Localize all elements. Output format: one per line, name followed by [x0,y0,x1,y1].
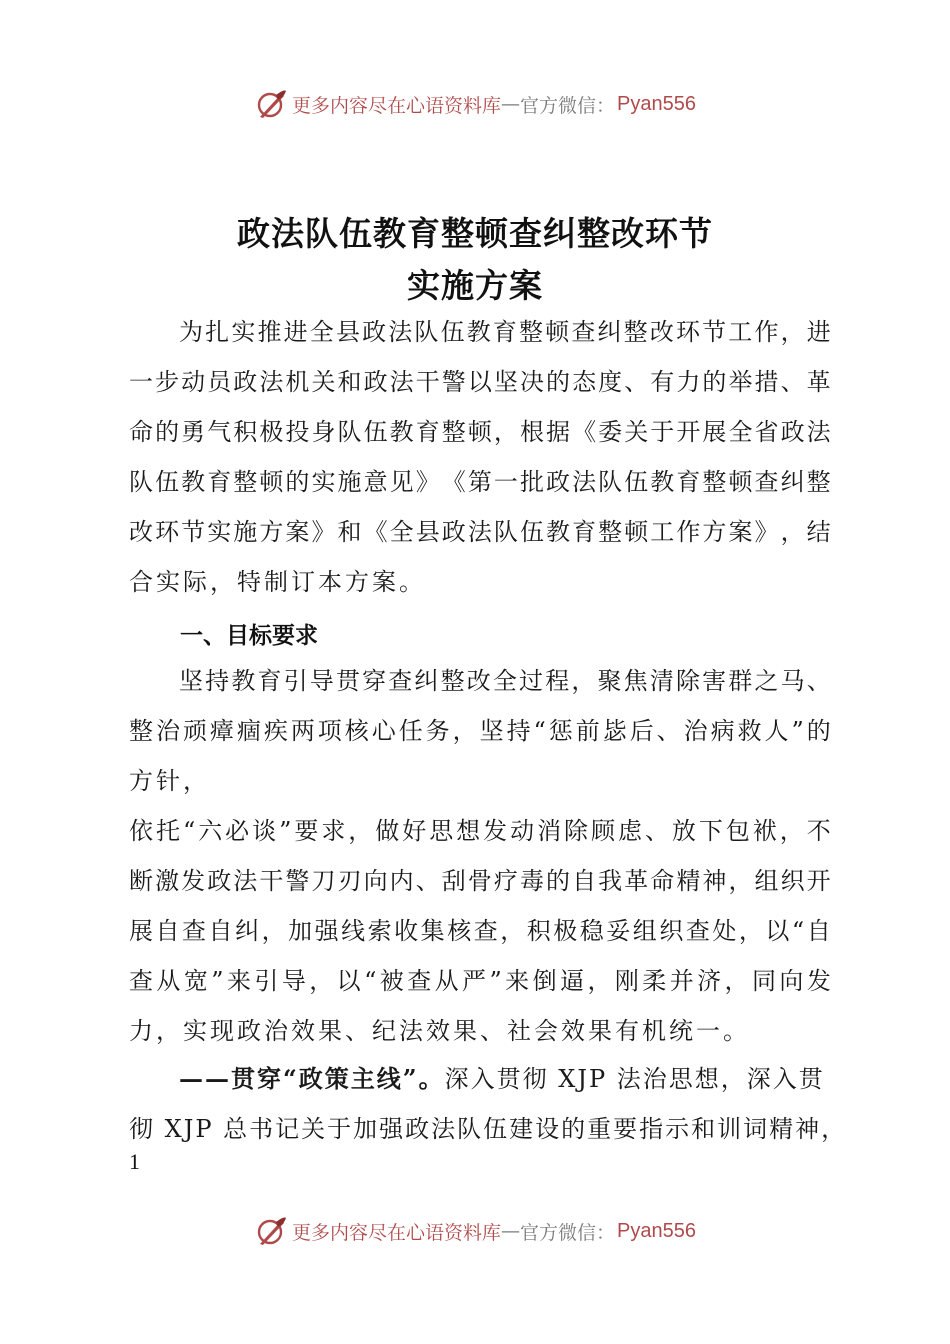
banner-wechat-label: 官方微信： [520,1221,616,1244]
section-heading: 一、目标要求 [180,623,318,649]
policy-bold-lead: ——贯穿“政策主线”。 [179,1064,445,1093]
paragraph-line: 坚 持 教 育 引 导 贯 穿 查 纠 整 改 全 过 程 ， 聚 焦 清 除 害 群 之 马 、 [179,667,831,695]
quill-logo-icon [254,87,288,121]
paragraph-line: 力，实现政治效果、纪法效果、社会效果有机统一。 [129,1017,750,1045]
page-number: 1 [129,1149,140,1174]
paragraph-line: 断 激 发 政 法 干 警 刀 刃 向 内 、 刮 骨 疗 毒 的 自 我 革 命 精 神 ， 组 织 开 [129,867,831,895]
policy-text: 深入贯彻 XJP 法治思想，深入贯 [444,1065,825,1093]
paragraph-line: 查 从 宽 ” 来 引 导 ， 以 “ 被 查 从 严 ” 来 倒 逼 ， 刚 柔 并 济 ， 同 向 发 [129,967,831,995]
banner-wechat-label: 官方微信： [520,94,616,117]
banner-wechat-id: Pyan556 [617,92,696,115]
banner-wechat-id: Pyan556 [617,1219,696,1242]
document-title-line1: 政法队伍教育整顿查纠整改环节 [237,214,713,253]
paragraph-line: 合实际，特制订本方案。 [129,568,426,596]
document-title-line2: 实施方案 [407,266,543,305]
paragraph-line: 为 扎 实 推 进 全 县 政 法 队 伍 教 育 整 顿 查 纠 整 改 环 节 工 作 ， 进 [179,318,831,346]
paragraph-line: 整 治 顽 瘴 痼 疾 两 项 核 心 任 务 ， 坚 持 “ 惩 前 毖 后 、 治 病 救 人 ” 的 [129,717,831,745]
paragraph-line: 改 环 节 实 施 方 案 》 和 《 全 县 政 法 队 伍 教 育 整 顿 工 作 方 案 》 ， 结 [129,518,831,546]
paragraph-line: 展 自 查 自 纠 ， 加 强 线 索 收 集 核 查 ， 积 极 稳 妥 组 织 查 处 ， 以 “ 自 [129,917,831,945]
header-banner [0,84,950,124]
footer-banner [0,1211,950,1251]
banner-brand-text: 更多内容尽在心语资料库 [292,94,502,117]
banner-brand-text: 更多内容尽在心语资料库 [292,1221,502,1244]
policy-line [179,1059,831,1099]
paragraph-line: 一 步 动 员 政 法 机 关 和 政 法 干 警 以 坚 决 的 态 度 、 有 力 的 举 措 、 革 [129,368,831,396]
paragraph-line: 命 的 勇 气 积 极 投 身 队 伍 教 育 整 顿 ， 根 据 《 委 关 于 开 展 全 省 政 法 [129,418,831,446]
quill-logo-icon [254,1214,288,1248]
paragraph-line: 方针， [129,767,210,795]
paragraph-line: 彻 XJP 总书记关于加强政法队伍建设的重要指示和训词精神， [129,1115,848,1143]
banner-dash: — [501,1220,521,1242]
paragraph-line: 队 伍 教 育 整 顿 的 实 施 意 见 》 《 第 一 批 政 法 队 伍 教 育 整 顿 查 纠 整 [129,468,831,496]
banner-dash: — [501,93,521,115]
paragraph-line: 依 托 “ 六 必 谈 ” 要 求 ， 做 好 思 想 发 动 消 除 顾 虑 、 放 下 包 袱 ， 不 [129,817,831,845]
